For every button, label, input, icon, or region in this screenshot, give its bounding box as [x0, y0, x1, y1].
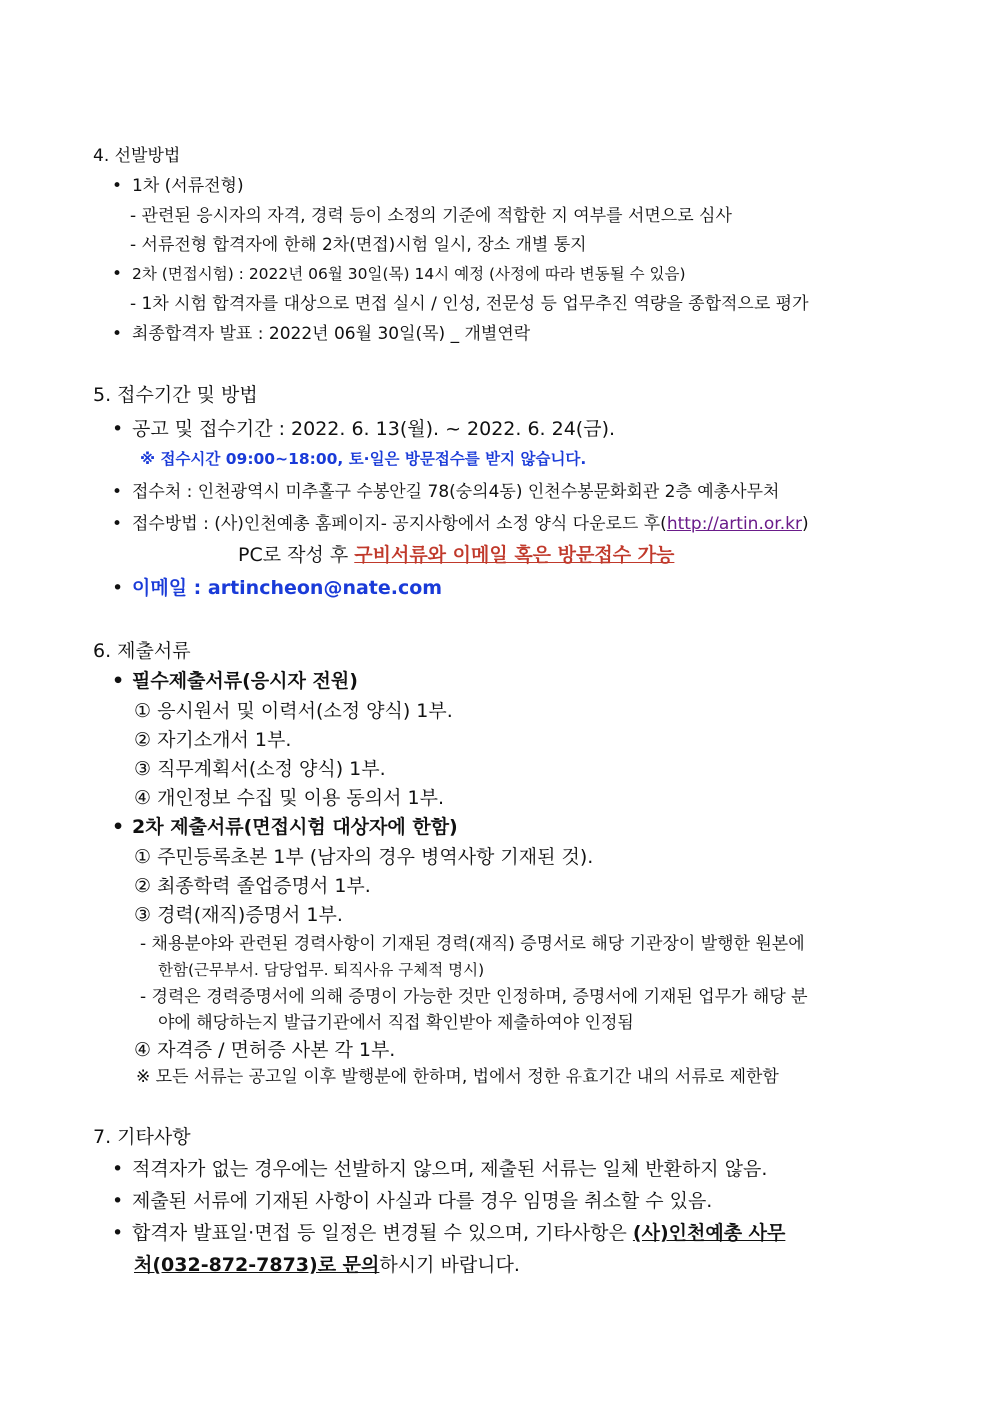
s6-second-title: • 2차 제출서류(면접시험 대상자에 한함) [112, 816, 458, 838]
s4-b1-detail-1: - 관련된 응시자의 자격, 경력 등이 소정의 기준에 적합한 지 여부를 서면으로 심사 [130, 206, 732, 226]
s6-validity-note: ※ 모든 서류는 공고일 이후 발행분에 한하며, 법에서 정한 유효기간 내의 서류로 제한함 [136, 1067, 779, 1087]
s6-req-item-4: ④ 개인정보 수집 및 이용 동의서 1부. [134, 787, 445, 809]
s6-sec-item-2: ② 최종학력 졸업증명서 1부. [134, 875, 371, 897]
s7-bullet-1: • 적격자가 없는 경우에는 선발하지 않으며, 제출된 서류는 일체 반환하지 않음. [112, 1158, 768, 1180]
section-4-heading: 4. 선발방법 [93, 146, 181, 166]
homepage-link[interactable]: http://artin.or.kr [666, 514, 802, 534]
s6-req-item-3: ③ 직무계획서(소정 양식) 1부. [134, 758, 386, 780]
s5-reception-time-note: ※ 접수시간 09:00~18:00, 토·일은 방문접수를 받지 않습니다. [140, 450, 587, 468]
s5-bullet-2: • 접수처 : 인천광역시 미추홀구 수봉안길 78(숭의4동) 인천수봉문화회관 2층 예총사무처 [112, 482, 780, 502]
section-6-heading: 6. 제출서류 [93, 640, 191, 662]
s4-bullet-1: • 1차 (서류전형) [112, 176, 244, 196]
contact-phone: 처(032-872-7873)로 문의 [134, 1254, 380, 1276]
s6-req-item-1: ① 응시원서 및 이력서(소정 양식) 1부. [134, 700, 453, 722]
s5-bullet-1: • 공고 및 접수기간 : 2022. 6. 13(월). ~ 2022. 6. 24(금). [112, 418, 616, 440]
s5-bullet-3-line-2: PC로 작성 후 구비서류와 이메일 혹은 방문접수 가능 [238, 544, 675, 566]
s4-b2-detail-1: - 1차 시험 합격자를 대상으로 면접 실시 / 인성, 전문성 등 업무추진 역량을 종합적으로 평가 [130, 294, 809, 314]
s6-sec-item-3: ③ 경력(재직)증명서 1부. [134, 904, 343, 926]
s4-bullet-2: • 2차 (면접시험) : 2022년 06월 30일(목) 14시 예정 (사정에 따라 변동될 수 있음) [112, 264, 686, 284]
s5-bullet-3: • 접수방법 : (사)인천예총 홈페이지- 공지사항에서 소정 양식 다운로드 후(http://artin.or.kr) [112, 514, 809, 534]
s5-bullet-4: • 이메일 : artincheon@nate.com [112, 577, 443, 599]
email-address[interactable]: 이메일 : artincheon@nate.com [132, 577, 443, 599]
s6-required-title: • 필수제출서류(응시자 전원) [112, 670, 358, 692]
section-7-heading: 7. 기타사항 [93, 1126, 191, 1148]
s6-sec-detail-1-line-1: - 채용분야와 관련된 경력사항이 기재된 경력(재직) 증명서로 해당 기관장이 발행한 원본에 [140, 934, 805, 954]
section-5-heading: 5. 접수기간 및 방법 [93, 384, 258, 406]
s6-sec-item-1: ① 주민등록초본 1부 (남자의 경우 병역사항 기재된 것). [134, 846, 594, 868]
s6-sec-detail-2-line-2: 야에 해당하는지 발급기관에서 직접 확인받아 제출하여야 인정됨 [158, 1013, 634, 1033]
s4-bullet-3: • 최종합격자 발표 : 2022년 06월 30일(목) _ 개별연락 [112, 324, 531, 344]
s7-bullet-3-line-2: 처(032-872-7873)로 문의하시기 바랍니다. [134, 1254, 520, 1276]
s7-bullet-2: • 제출된 서류에 기재된 사항이 사실과 다를 경우 임명을 취소할 수 있음. [112, 1190, 713, 1212]
s7-bullet-3: • 합격자 발표일·면접 등 일정은 변경될 수 있으며, 기타사항은 (사)인천예총 사무 [112, 1222, 786, 1244]
s6-sec-item-4: ④ 자격증 / 면허증 사본 각 1부. [134, 1039, 396, 1061]
s4-b1-detail-2: - 서류전형 합격자에 한해 2차(면접)시험 일시, 장소 개별 통지 [130, 235, 587, 255]
s6-sec-detail-2-line-1: - 경력은 경력증명서에 의해 증명이 가능한 것만 인정하며, 증명서에 기재된 업무가 해당 분 [140, 987, 808, 1007]
s6-sec-detail-1-line-2: 한함(근무부서. 담당업무. 퇴직사유 구체적 명시) [158, 961, 485, 979]
s6-req-item-2: ② 자기소개서 1부. [134, 729, 292, 751]
